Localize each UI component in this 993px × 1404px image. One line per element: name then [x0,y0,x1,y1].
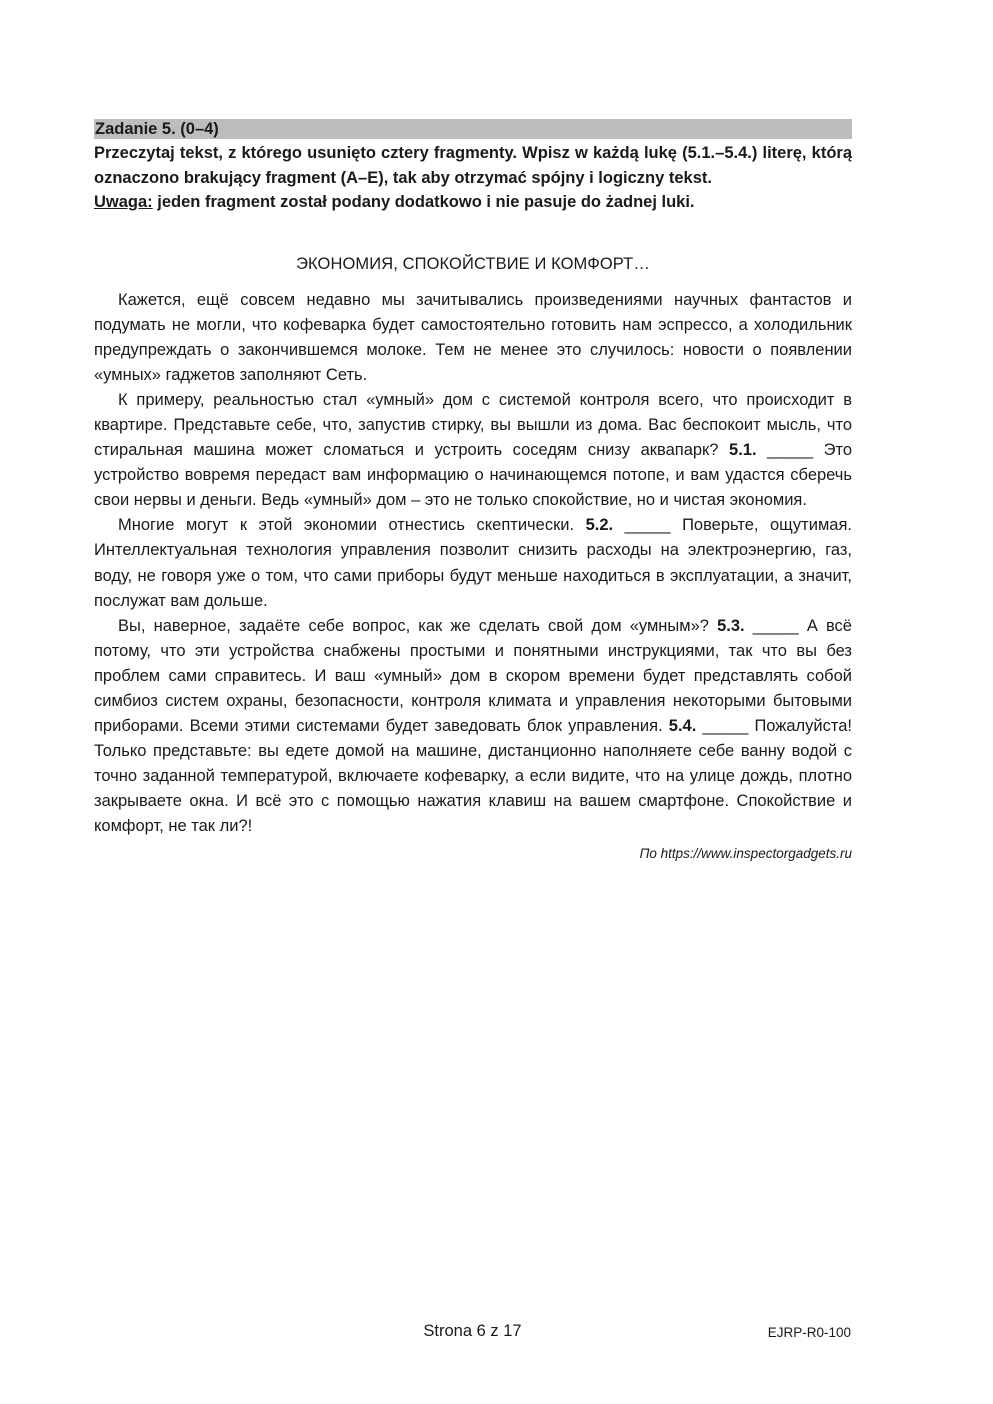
article-body [94,288,852,840]
exam-page [94,119,852,861]
paragraph-4 [94,614,852,840]
instruction-text: Przeczytaj tekst, z którego usunięto cztery fragmenty. Wpisz w każdą lukę (5.1.–5.4.) literę, którą oznaczono brakujący fragment (A–E), tak aby otrzymać spójny i logiczny tekst. [94,144,852,187]
source-citation: По https://www.inspectorgadgets.ru [639,845,852,861]
note-label: Uwaga: [94,193,153,211]
paragraph-1: Кажется, ещё совсем недавно мы зачитывались произведениями научных фантастов и подумать не могли, что кофеварка будет самостоятельно готовить нам эспрессо, а холодильник предупреждать о закончившемся молоке. Тем не менее это случилось: новости о появлении «умных» гаджетов заполняют Сеть. [94,290,852,384]
exam-code: EJRP-R0-100 [767,1325,851,1340]
task-header: Zadanie 5. (0–4) [94,119,852,139]
gap-5-3: 5.3. [717,616,745,635]
gap-5-2: 5.2. [585,516,614,535]
p3-text-b: _____ Поверьте, ощутимая. Интеллектуальная технология управления позволит снизить расходы на электроэнергию, газ, воду, не говоря уже о том, что сами приборы будут меньше находиться в эксплуатации, а значит, послужат вам дольше. [94,516,852,610]
p4-text-a: Вы, наверное, задаёте себе вопрос, как же сделать свой дом «умным»? [118,616,718,635]
gap-5-1: 5.1. [729,441,757,460]
p4-text-c: _____ Пожалуйста! Только представьте: вы едете домой на машине, дистанционно наполняете себе ванну водой с точно заданной температурой, включаете кофеварку, а если видите, что на улице дождь, плотно закрываете окна. И всё это с помощью нажатия клавиш на вашем смартфоне. Спокойствие и комфорт, не так ли?! [94,717,852,836]
article-title: ЭКОНОМИЯ, СПОКОЙСТВИЕ И КОМФОРТ… [296,254,650,273]
p2-text-a: К примеру, реальностью стал «умный» дом с системой контроля всего, что происходит в квартире. Представьте себе, что, запустив стирку, вы вышли из дома. Вас беспокоит мысль, что стиральная машина может сломаться и устроить соседям снизу аквапарк? [94,390,852,460]
p2-text-b: _____ Это устройство вовремя передаст вам информацию о начинающемся потопе, и вам удастся сберечь свои нервы и деньги. Ведь «умный» дом – это не только спокойствие, но и чистая экономия. [94,441,852,510]
task-instructions [94,141,852,215]
paragraph-3 [94,513,852,613]
note-text: jeden fragment został podany dodatkowo i nie pasuje do żadnej luki. [152,193,695,211]
page-number: Strona 6 z 17 [423,1322,522,1340]
gap-5-4: 5.4. [668,717,697,736]
p3-text-a: Многие могут к этой экономии отнестись скептически. [118,516,586,535]
note-line [94,190,852,215]
paragraph-2 [94,388,852,513]
p4-text-b: _____ А всё потому, что эти устройства снабжены простыми и понятными инструкциями, так что вы без проблем сами справитесь. И ваш «умный» дом в скором времени будет представлять собой симбиоз систем охраны, безопасности, контроля климата и управления некоторыми бытовыми приборами. Всеми этими системами будет заведовать блок управления. [94,616,852,736]
